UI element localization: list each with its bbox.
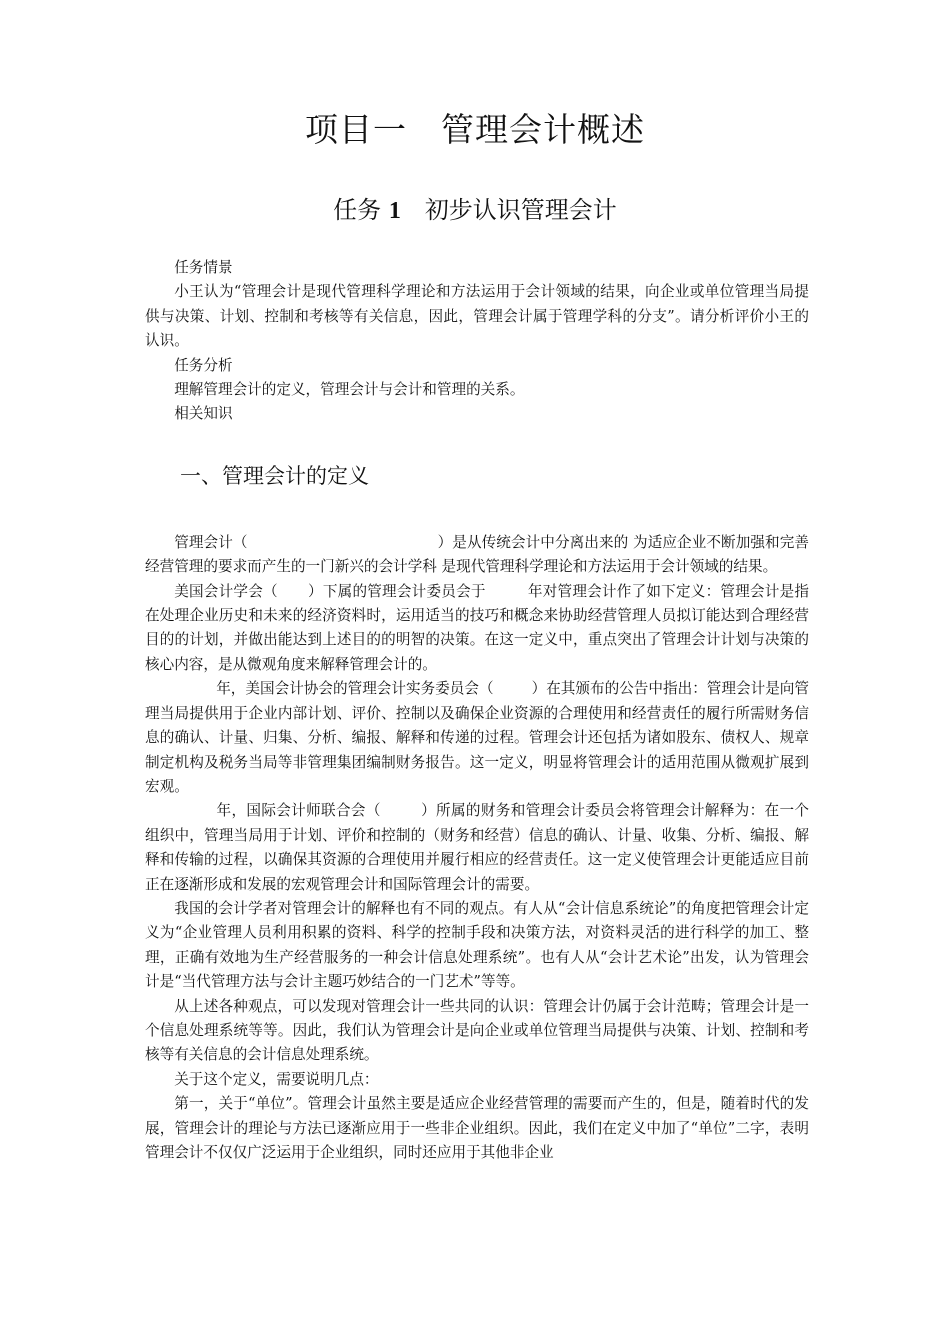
p1-text-b: ）是从传统会计中分离出来的 为适应企业不断加强和完善经营管理的要求而产生的一门新兴的会计学科 是现代管理科学理论和方法运用于会计领域的结果。: [145, 533, 809, 576]
task-number: 1: [388, 198, 401, 224]
p3-text-b: ）在其颁布的公告中指出：管理会计是向管理当局提供用于企业内部计划、评价、控制以及确保企业资源的合理使用和经营责任的履行所需财务信息的确认、计量、归集、分析、编报、解释和传递的过程。管理会计还包括为诸如股东、债权人、规章制定机构及税务当局等非管理集团编制财务报告。这一定义，明显将管理会计的适用范围从微观扩展到宏观。: [145, 680, 809, 795]
scenario-text: 小王认为“管理会计是现代管理科学理论和方法运用于会计领域的结果，向企业或单位管理当局提供与决策、计划、控制和考核等有关信息，因此，管理会计属于管理学科的分支”。请分析评价小王的认识。: [145, 283, 809, 350]
paragraph-definition: [145, 531, 809, 580]
paragraph-ima: [145, 677, 809, 799]
knowledge-label: 相关知识: [174, 405, 233, 423]
task-prefix: 任务: [333, 196, 382, 224]
p3-text-a: 年，美国会计协会的管理会计实务委员会（: [216, 680, 494, 698]
chapter-title: 项目一 管理会计概述: [305, 110, 645, 149]
task-name: 初步认识管理会计: [424, 196, 617, 224]
paragraph-china: 我国的会计学者对管理会计的解释也有不同的观点。有人从“会计信息系统论”的角度把管理会计定义为“企业管理人员利用积累的资料、科学的控制手段和决策方法，对资料灵活的进行科学的加工、整理，正确有效地为生产经营服务的一种会计信息处理系统”。也有人从“会计艺术论”出发，认为管理会计是“当代管理方法与会计主题巧妙结合的一门艺术”等等。: [145, 899, 809, 991]
task-title: [0, 190, 950, 225]
analysis-label: 任务分析: [174, 356, 233, 374]
p4-text-b: ）所属的财务和管理会计委员会将管理会计解释为：在一个组织中，管理当局用于计划、评价和控制的（财务和经营）信息的确认、计量、收集、分析、编报、解释和传输的过程，以确保其资源的合理使用并履行相应的经营责任。这一定义使管理会计更能适应目前正在逐渐形成和发展的宏观管理会计和国际管理会计的需要。: [145, 802, 809, 893]
paragraph-aaa: [145, 580, 809, 678]
paragraph-notes-intro: 关于这个定义，需要说明几点：: [174, 1070, 379, 1088]
p2-text-c: 年对管理会计作了如下定义：管理会计是指在处理企业历史和未来的经济资料时，运用适当的技巧和概念来协助经营管理人员拟订能达到合理经营目的的计划，并做出能达到上述目的的明智的决策。在这一定义中，重点突出了管理会计计划与决策的核心内容，是从微观角度来解释管理会计的。: [145, 582, 809, 673]
section-heading: 一、管理会计的定义: [180, 463, 369, 488]
p2-text-b: ）下属的管理会计委员会于: [307, 582, 486, 600]
paragraph-ifac: [145, 799, 809, 897]
p1-text-a: 管理会计（: [174, 533, 248, 551]
paragraph-common: 从上述各种观点，可以发现对管理会计一些共同的认识：管理会计仍属于会计范畴；管理会计是一个信息处理系统等等。因此，我们认为管理会计是向企业或单位管理当局提供与决策、计划、控制和考核等有关信息的会计信息处理系统。: [145, 997, 809, 1064]
p2-text-a: 美国会计学会（: [174, 582, 278, 600]
paragraph-first-note: 第一，关于“单位”。管理会计虽然主要是适应企业经营管理的需要而产生的，但是，随着时代的发展，管理会计的理论与方法已逐渐应用于一些非企业组织。因此，我们在定义中加了“单位”二字，表明管理会计不仅仅广泛运用于企业组织，同时还应用于其他非企业: [145, 1095, 809, 1161]
scenario-label: 任务情景: [174, 259, 233, 276]
analysis-text: 理解管理会计的定义，管理会计与会计和管理的关系。: [174, 381, 525, 399]
p4-text-a: 年，国际会计师联合会（: [216, 802, 381, 820]
document-body: [145, 256, 809, 1165]
